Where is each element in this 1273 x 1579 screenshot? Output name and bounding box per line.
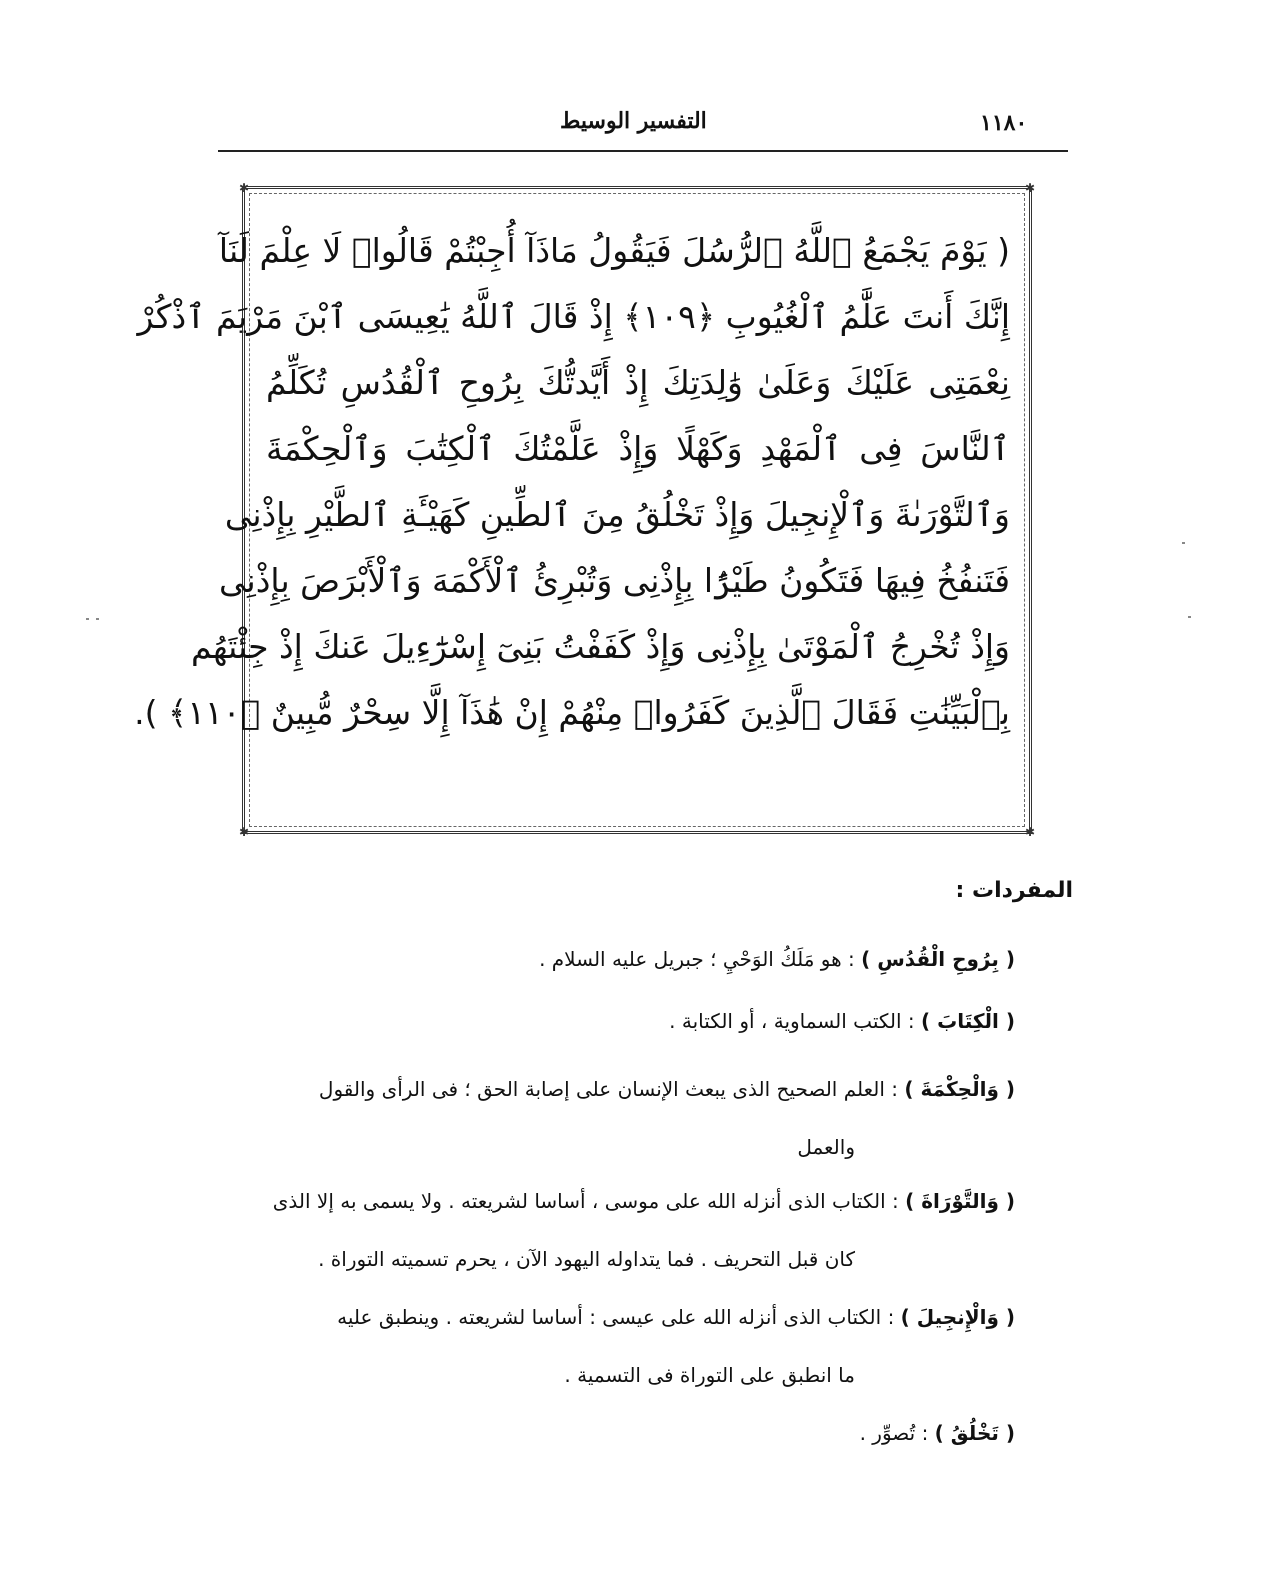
verse-line: وَإِذْ تُخْرِجُ ٱلْمَوْتَىٰ بِإِذْنِى وَإِذْ كَفَفْتُ بَنِىٓ إِسْرَٰٓءِيلَ عَنكَ إِذْ جِئْتَهُم [190,627,1010,666]
entry-continuation: ما انطبق على التوراة فى التسمية . [564,1363,855,1387]
running-title: التفسير الوسيط [560,108,707,134]
frame-corner-star: ✱ [1024,181,1035,195]
entry-term: ( وَالْحِكْمَةَ ) [904,1077,1015,1101]
entry-definition: : تُصوِّر . [859,1421,929,1445]
verse-line: نِعْمَتِى عَلَيْكَ وَعَلَىٰ وَٰلِدَتِكَ إِذْ أَيَّدتُّكَ بِرُوحِ ٱلْقُدُسِ تُكَلِّمُ [266,363,1010,402]
scan-speck [1182,542,1185,544]
vocabulary-entry [215,1404,1015,1462]
vocabulary-heading: المفردات : [955,878,1073,903]
verse-line: ( يَوْمَ يَجْمَعُ ٱللَّهُ ٱلرُّسُلَ فَيَقُولُ مَاذَآ أُجِبْتُمْ قَالُوا۟ لَا عِلْمَ لَنَآ [218,231,1010,270]
vocabulary-entry [215,1172,1015,1288]
entry-continuation: كان قبل التحريف . فما يتداوله اليهود الآن ، يحرم تسميته التوراة . [318,1247,855,1271]
entry-definition: : الكتب السماوية ، أو الكتابة . [669,1009,915,1033]
verse-line: بِٱلْبَيِّنَٰتِ فَقَالَ ٱلَّذِينَ كَفَرُوا۟ مِنْهُمْ إِنْ هَٰذَآ إِلَّا سِحْرٌ مُّبِينٌ ﴿١١٠﴾ ). [134,693,1010,732]
entry-definition: : الكتاب الذى أنزله الله على عيسى : أساسا لشريعته . وينطبق عليه [337,1305,895,1329]
verse-text [134,218,1010,746]
verse-line: ٱلنَّاسَ فِى ٱلْمَهْدِ وَكَهْلًا وَإِذْ عَلَّمْتُكَ ٱلْكِتَٰبَ وَٱلْحِكْمَةَ [266,429,1010,468]
header-rule [218,150,1068,152]
frame-corner-star: ✱ [1024,825,1035,839]
entry-term: ( الْكِتَابَ ) [921,1009,1015,1033]
entry-definition: : الكتاب الذى أنزله الله على موسى ، أساسا لشريعته . ولا يسمى به إلا الذى [272,1189,899,1213]
entry-definition: : العلم الصحيح الذى يبعث الإنسان على إصابة الحق ؛ فى الرأى والقول [318,1077,899,1101]
entry-term: ( وَالْإِنجِيلَ ) [900,1305,1015,1329]
verse-line: إِنَّكَ أَنتَ عَلَّٰمُ ٱلْغُيُوبِ ﴿١٠٩﴾ إِذْ قَالَ ٱللَّهُ يَٰعِيسَى ٱبْنَ مَرْيَمَ ٱذْكُرْ [137,297,1010,336]
verse-line: فَتَنفُخُ فِيهَا فَتَكُونُ طَيْرًۢا بِإِذْنِى وَتُبْرِئُ ٱلْأَكْمَهَ وَٱلْأَبْرَصَ بِإِذْنِى [219,561,1010,600]
entry-term: ( وَالتَّوْرَاةَ ) [905,1189,1015,1213]
frame-corner-star: ✱ [239,825,250,839]
vocabulary-entry [215,1288,1015,1404]
vocabulary-entry [215,930,1015,988]
page-number: ١١٨٠ [980,110,1028,136]
vocabulary-entry [215,992,1015,1050]
scan-speck [1188,616,1191,618]
entry-continuation: والعمل [797,1135,855,1159]
entry-term: ( تَخْلُقُ ) [934,1421,1015,1445]
scan-speck [96,618,99,620]
entry-definition: : هو مَلَكُ الوَحْيِ ؛ جبريل عليه السلام . [539,947,855,971]
frame-corner-star: ✱ [239,181,250,195]
vocabulary-entry [215,1060,1015,1176]
scan-speck [86,618,89,620]
entry-term: ( بِرُوحِ الْقُدُسِ ) [861,947,1015,971]
verse-line: وَٱلتَّوْرَىٰةَ وَٱلْإِنجِيلَ وَإِذْ تَخْلُقُ مِنَ ٱلطِّينِ كَهَيْـَٔةِ ٱلطَّيْرِ بِإِذْنِى [224,495,1010,534]
